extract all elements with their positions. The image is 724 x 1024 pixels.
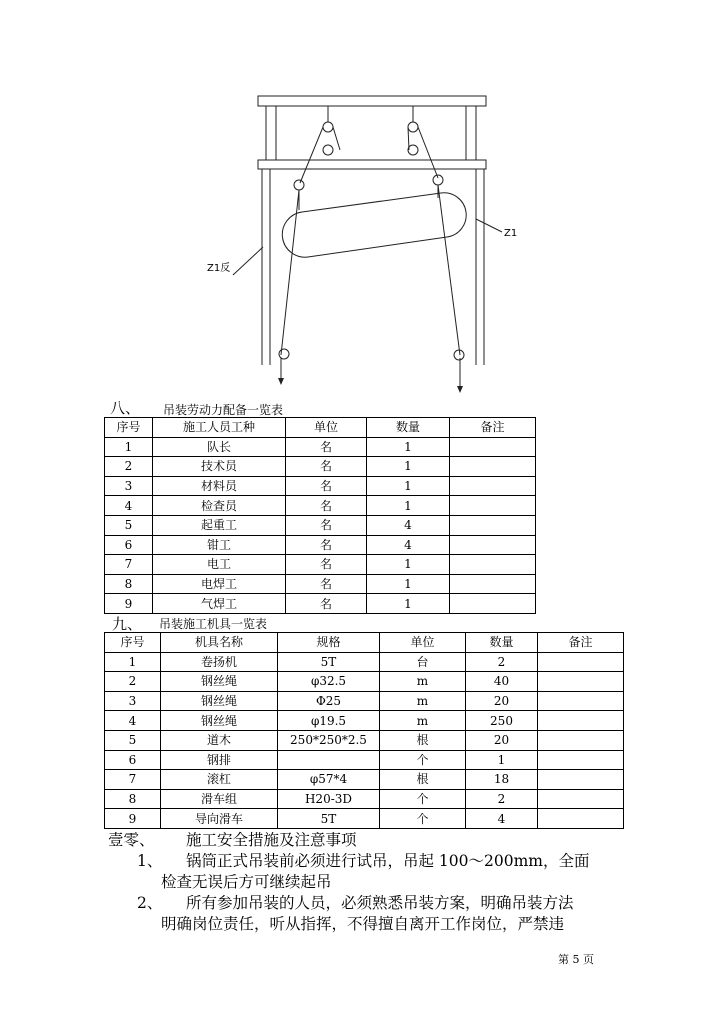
cell: 滑车组 bbox=[161, 789, 278, 809]
pulley-top-right-2 bbox=[408, 145, 418, 155]
table-row bbox=[105, 672, 624, 692]
cell: 钢排 bbox=[161, 750, 278, 770]
cell: 名 bbox=[286, 555, 367, 575]
cell: 导向滑车 bbox=[161, 809, 278, 829]
cell: 名 bbox=[286, 515, 367, 535]
item-1-line-1: 锅筒正式吊装前必须进行试吊，吊起 100～200mm，全面 bbox=[186, 852, 590, 870]
cell bbox=[450, 515, 536, 535]
cell: 卷扬机 bbox=[161, 652, 278, 672]
cell bbox=[450, 457, 536, 477]
cell bbox=[538, 750, 624, 770]
col-header: 单位 bbox=[380, 633, 466, 653]
cell: 250*250*2.5 bbox=[278, 730, 380, 750]
cell: 名 bbox=[286, 437, 367, 457]
table-row bbox=[105, 437, 536, 457]
cell bbox=[450, 437, 536, 457]
cell: 1 bbox=[105, 437, 153, 457]
table-row bbox=[105, 711, 624, 731]
cell bbox=[538, 691, 624, 711]
col-header: 单位 bbox=[286, 418, 367, 438]
cell: 名 bbox=[286, 535, 367, 555]
cell: 5T bbox=[278, 809, 380, 829]
cell bbox=[450, 594, 536, 614]
section-9-title: 吊装施工机具一览表 bbox=[159, 617, 268, 631]
cell: 道木 bbox=[161, 730, 278, 750]
cell: 2 bbox=[105, 457, 153, 477]
cell: m bbox=[380, 672, 466, 692]
table-row bbox=[105, 730, 624, 750]
equipment-table bbox=[104, 632, 624, 829]
table-row bbox=[105, 457, 536, 477]
top-beam bbox=[258, 96, 486, 106]
col-header: 规格 bbox=[278, 633, 380, 653]
table-row bbox=[105, 652, 624, 672]
table-row bbox=[105, 496, 536, 516]
cell: 9 bbox=[105, 594, 153, 614]
cell: 电工 bbox=[153, 555, 286, 575]
cell bbox=[538, 652, 624, 672]
cell: 材料员 bbox=[153, 476, 286, 496]
table-header-row bbox=[105, 633, 624, 653]
cell bbox=[538, 730, 624, 750]
cell: 20 bbox=[466, 691, 538, 711]
cell: 250 bbox=[466, 711, 538, 731]
cell: 名 bbox=[286, 574, 367, 594]
table-header-row bbox=[105, 418, 536, 438]
cell: 1 bbox=[367, 594, 450, 614]
section-10-number: 壹零、 bbox=[108, 831, 155, 849]
cell: 钢丝绳 bbox=[161, 672, 278, 692]
item-1-line-2: 检查无误后方可继续起吊 bbox=[161, 873, 332, 891]
cell: 1 bbox=[367, 496, 450, 516]
cell: 钢丝绳 bbox=[161, 691, 278, 711]
cell: 根 bbox=[380, 770, 466, 790]
guide-pulley-right bbox=[454, 350, 464, 360]
cell: 3 bbox=[105, 691, 161, 711]
col-header: 备注 bbox=[538, 633, 624, 653]
cell: 5T bbox=[278, 652, 380, 672]
cell: 5 bbox=[105, 730, 161, 750]
cell: φ32.5 bbox=[278, 672, 380, 692]
cell: 7 bbox=[105, 555, 153, 575]
cell bbox=[450, 535, 536, 555]
cell: 个 bbox=[380, 750, 466, 770]
pulley-top-left-1 bbox=[323, 122, 333, 132]
cell: 4 bbox=[105, 711, 161, 731]
cell: 2 bbox=[105, 672, 161, 692]
cell: 6 bbox=[105, 750, 161, 770]
table-row bbox=[105, 594, 536, 614]
cell: 20 bbox=[466, 730, 538, 750]
table-row bbox=[105, 535, 536, 555]
cell: 名 bbox=[286, 496, 367, 516]
table-row bbox=[105, 789, 624, 809]
cell: 7 bbox=[105, 770, 161, 790]
cell: 个 bbox=[380, 809, 466, 829]
cell: 4 bbox=[367, 515, 450, 535]
label-z1-reverse: Z1反 bbox=[207, 263, 231, 274]
col-header: 机具名称 bbox=[161, 633, 278, 653]
item-2-line-1: 所有参加吊装的人员，必须熟悉吊装方案，明确吊装方法 bbox=[186, 894, 574, 912]
cell bbox=[538, 789, 624, 809]
table-row bbox=[105, 750, 624, 770]
table-row bbox=[105, 770, 624, 790]
cell: 钳工 bbox=[153, 535, 286, 555]
cell: Φ25 bbox=[278, 691, 380, 711]
cell bbox=[450, 555, 536, 575]
cell: 技术员 bbox=[153, 457, 286, 477]
section-9-number: 九、 bbox=[112, 615, 143, 633]
cell: 18 bbox=[466, 770, 538, 790]
cell: 1 bbox=[105, 652, 161, 672]
cell: 队长 bbox=[153, 437, 286, 457]
cell: 名 bbox=[286, 457, 367, 477]
cell: 1 bbox=[367, 437, 450, 457]
cell bbox=[278, 750, 380, 770]
boiler-drum bbox=[282, 193, 466, 257]
cell: 5 bbox=[105, 515, 153, 535]
cell: φ19.5 bbox=[278, 711, 380, 731]
cell bbox=[538, 770, 624, 790]
cell: 名 bbox=[286, 594, 367, 614]
cell bbox=[538, 809, 624, 829]
cell bbox=[450, 574, 536, 594]
cell: 台 bbox=[380, 652, 466, 672]
cell: 名 bbox=[286, 476, 367, 496]
cell: 2 bbox=[466, 789, 538, 809]
cell: 起重工 bbox=[153, 515, 286, 535]
cell: 1 bbox=[367, 555, 450, 575]
cell: m bbox=[380, 691, 466, 711]
item-2-line-2: 明确岗位责任，听从指挥，不得擅自离开工作岗位，严禁违 bbox=[161, 915, 565, 933]
pulley-top-right-1 bbox=[408, 122, 418, 132]
cell bbox=[450, 476, 536, 496]
guide-pulley-left bbox=[279, 349, 289, 359]
cell: 9 bbox=[105, 809, 161, 829]
cell: 3 bbox=[105, 476, 153, 496]
cell: 1 bbox=[367, 457, 450, 477]
col-header: 施工人员工种 bbox=[153, 418, 286, 438]
section-8-number: 八、 bbox=[110, 399, 141, 417]
cell: 滚杠 bbox=[161, 770, 278, 790]
cell: 8 bbox=[105, 789, 161, 809]
table-row bbox=[105, 809, 624, 829]
cell bbox=[538, 672, 624, 692]
cell: φ57*4 bbox=[278, 770, 380, 790]
label-z1: Z1 bbox=[504, 228, 518, 239]
cell: 根 bbox=[380, 730, 466, 750]
cell: 气焊工 bbox=[153, 594, 286, 614]
labor-table bbox=[104, 417, 536, 614]
table-row bbox=[105, 515, 536, 535]
col-header: 备注 bbox=[450, 418, 536, 438]
hoisting-diagram bbox=[0, 0, 724, 400]
table-row bbox=[105, 476, 536, 496]
cell: 检查员 bbox=[153, 496, 286, 516]
col-header: 数量 bbox=[367, 418, 450, 438]
cell: 个 bbox=[380, 789, 466, 809]
item-2-number: 2、 bbox=[137, 894, 163, 912]
cell: 4 bbox=[466, 809, 538, 829]
cell: m bbox=[380, 711, 466, 731]
cell: 1 bbox=[466, 750, 538, 770]
cell: 1 bbox=[367, 476, 450, 496]
pulley-drum-right bbox=[433, 175, 443, 185]
table-row bbox=[105, 574, 536, 594]
arrow-left bbox=[278, 378, 284, 385]
pulley-top-left-2 bbox=[323, 145, 333, 155]
cell: 40 bbox=[466, 672, 538, 692]
cell bbox=[450, 496, 536, 516]
col-header: 序号 bbox=[105, 633, 161, 653]
cell: H20-3D bbox=[278, 789, 380, 809]
lower-beam bbox=[258, 160, 486, 169]
cell bbox=[538, 711, 624, 731]
table-row bbox=[105, 555, 536, 575]
cell: 电焊工 bbox=[153, 574, 286, 594]
cell: 4 bbox=[367, 535, 450, 555]
page-number: 第 5 页 bbox=[558, 953, 594, 966]
arrow-right bbox=[457, 386, 463, 393]
cell: 6 bbox=[105, 535, 153, 555]
cell: 4 bbox=[105, 496, 153, 516]
pulley-drum-left bbox=[294, 180, 304, 190]
item-1-number: 1、 bbox=[137, 852, 163, 870]
section-10-title: 施工安全措施及注意事项 bbox=[186, 831, 357, 849]
cell: 1 bbox=[367, 574, 450, 594]
cell: 8 bbox=[105, 574, 153, 594]
col-header: 数量 bbox=[466, 633, 538, 653]
section-8-title: 吊装劳动力配备一览表 bbox=[163, 403, 284, 417]
table-row bbox=[105, 691, 624, 711]
cell: 2 bbox=[466, 652, 538, 672]
col-header: 序号 bbox=[105, 418, 153, 438]
cell: 钢丝绳 bbox=[161, 711, 278, 731]
